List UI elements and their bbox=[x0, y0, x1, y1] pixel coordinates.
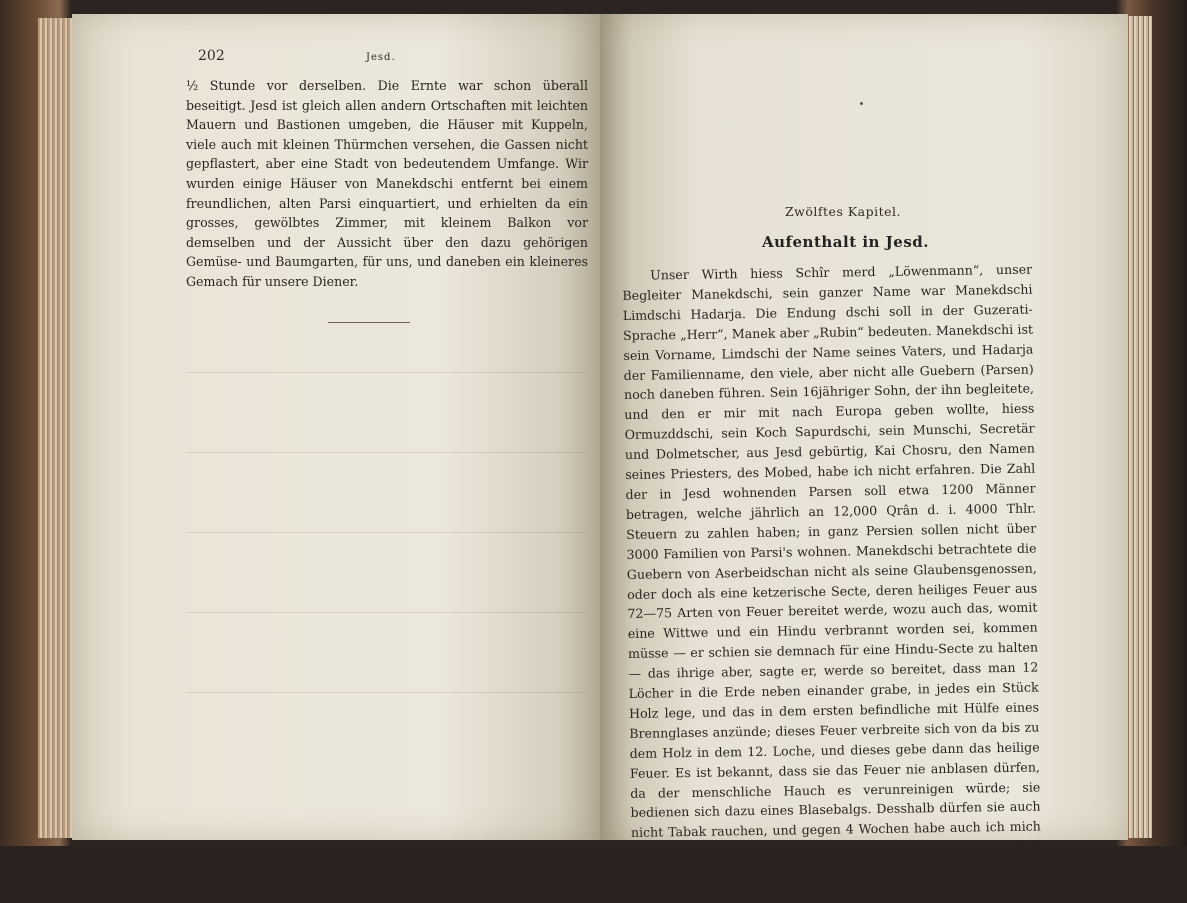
running-head: Jesd. bbox=[366, 52, 396, 63]
page-number: 202 bbox=[198, 48, 225, 64]
show-through-line bbox=[186, 692, 586, 693]
left-paragraph: ½ Stunde vor derselben. Die Ernte war schon überall beseitigt. Jesd ist gleich allen andern Ortschaften mit leichten Mauern und Bastionen umgeben, die Häuser mit Kuppeln, viele auch mit kleinen Thürmchen versehen, die Gassen nicht gepflastert, aber eine Stadt von bedeutendem Umfange. Wir wurden einige Häuser von Manekdschi entfernt bei einem freundlichen, alten Parsi einquartiert, und erhielten da ein grosses, gewölbtes Zimmer, mit kleinem Balkon vor demselben und der Aussicht über den dazu gehörigen Gemüse- und Baumgarten, für uns, und daneben ein kleineres Gemach für unsere Diener. bbox=[186, 78, 588, 289]
show-through-line bbox=[186, 612, 586, 613]
right-page-body bbox=[622, 260, 1042, 903]
left-page-edges bbox=[38, 18, 74, 838]
left-page-body bbox=[186, 76, 588, 292]
chapter-title: Aufenthalt in Jesd. bbox=[762, 233, 929, 251]
show-through-line bbox=[186, 372, 586, 373]
section-rule bbox=[328, 322, 410, 323]
chapter-label: Zwölftes Kapitel. bbox=[785, 204, 902, 219]
ink-speck bbox=[860, 102, 863, 105]
right-paragraph: Unser Wirth hiess Schîr merd „Löwenmann“, unser Begleiter Manekdschi, sein ganzer Name war Manekdschi Limdschi Hadarja. Die Endung dschi soll in der Guzerati-Sprache „Herr“, Manek aber „Rubin“ bedeuten. Manekdschi ist sein Vorname, Limdschi der Name seines Vaters, und Hadarja der Familienname, den viele, aber nicht alle Guebern (Parsen) noch daneben führen. Sein 16jähriger Sohn, der ihn begleitete, und den er mir mit nach Europa geben wollte, hiess Ormuzddschi, sein Koch Sapurdschi, sein Munschi, Secretär und Dolmetscher, aus Jesd gebürtig, Kai Chosru, den Namen seines Priesters, des Mobed, habe ich nicht erfahren. Die Zahl der in Jesd wohnenden Parsen soll etwa 1200 Männer betragen, welche jährlich an 12,000 Qrân d. i. 4000 Thlr. Steuern zu zahlen haben; in ganz Persien sollen nicht über 3000 Familien von Parsi's wohnen. Manekdschi betrachtete die Guebern von Aserbeidschan nicht als seine Glaubensgenossen, oder doch als eine ketzerische Secte, deren heiliges Feuer aus 72—75 Arten von Feuer bereitet werde, wozu auch das, womit eine Wittwe und ein Hindu verbrannt worden sei, kommen müsse — er schien sie demnach für eine Hindu-Secte zu halten — das ihrige aber, sagte er, werde so bereitet, dass man 12 Löcher in die Erde neben einander grabe, in jedes ein Stück Holz lege, und das in dem ersten befindliche mit Hülfe eines Brennglases anzünde; dieses Feuer verbreite sich von da bis zu dem Holz in dem 12. Loche, und dieses gebe dann das heilige Feuer. Es ist bekannt, dass sie das Feuer nie anblasen dürfen, da der menschliche Hauch es verunreinigen würde; sie bedienen sich dazu eines Blasebalgs. Desshalb dürfen sie auch nicht Tabak rauchen, und gegen 4 Wochen habe auch ich mich dessen enthalten, um sie nicht zu betrüben. Nur in Jesd, Taft und einigen umliegenden Ortschaften, so wie in Kermân und in Teherân, an letztem Orte jedoch und in Ispahân nur bbox=[622, 261, 1042, 901]
show-through-line bbox=[186, 532, 586, 533]
show-through-line bbox=[186, 452, 586, 453]
right-page-edges bbox=[1126, 16, 1152, 838]
